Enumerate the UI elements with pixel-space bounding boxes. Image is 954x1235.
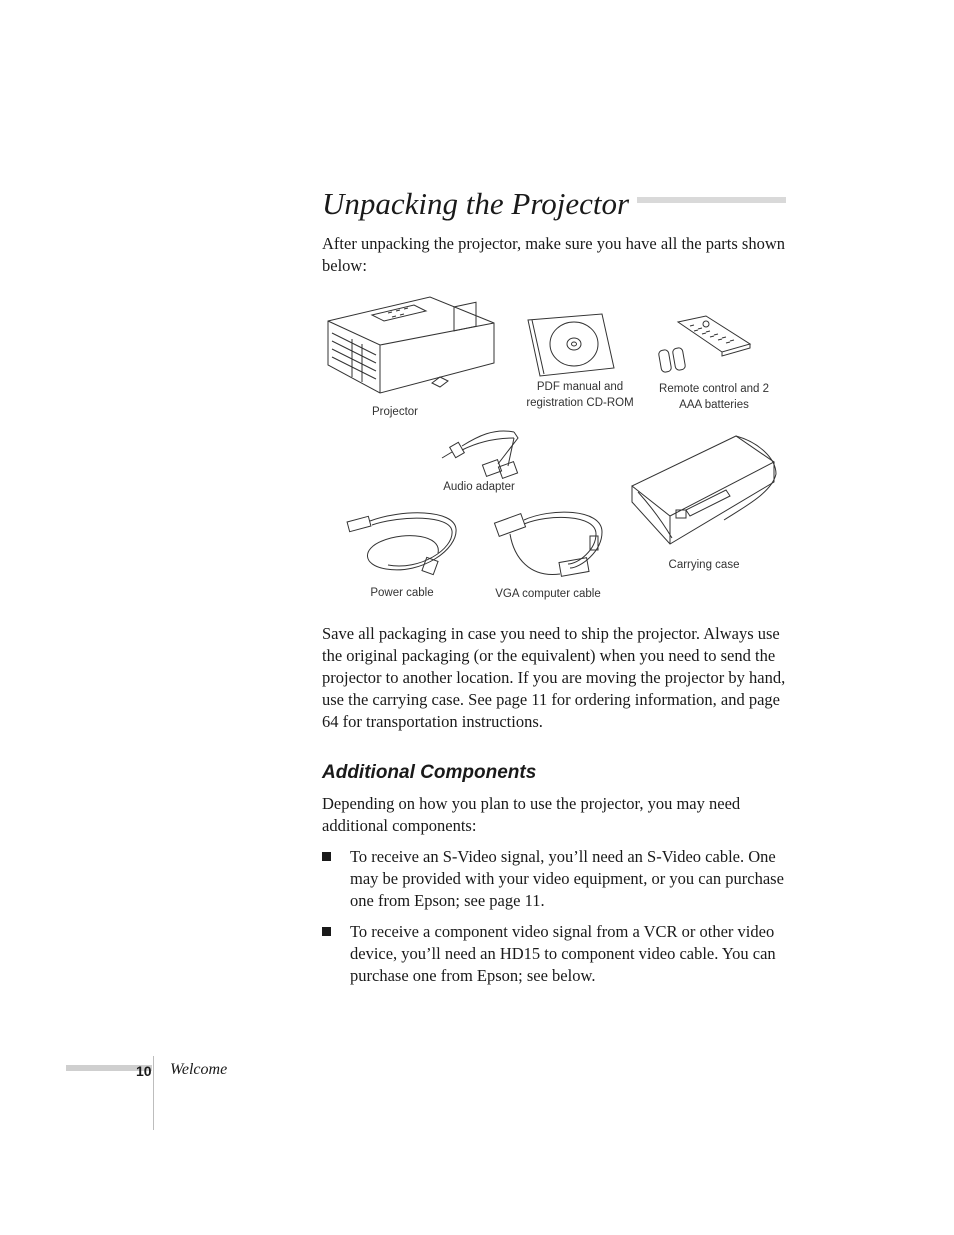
caption-power: Power cable <box>370 587 434 599</box>
save-packaging-paragraph: Save all packaging in case you need to ship the projector. Always use the original packaging (or the equivalent) when you need to send the projector to another location. If you are moving the projector by hand, use the carrying case. See page 11 for ordering information, and page 64 for transportation instructions. <box>322 624 786 731</box>
footer-divider <box>153 1056 154 1130</box>
page-number: 10 <box>136 1063 152 1079</box>
bullet-item <box>322 921 788 987</box>
bullet-text: To receive a component video signal from a VCR or other video device, you’ll need an HD15 to component video cable. You can purchase one from Epson; see below. <box>350 922 776 985</box>
bullet-item <box>322 846 788 912</box>
vga-cable-illustration <box>490 508 608 586</box>
cdrom-illustration <box>524 312 616 378</box>
audio-adapter-illustration <box>438 424 522 484</box>
additional-intro-paragraph: Depending on how you plan to use the projector, you may need additional components: <box>322 794 741 835</box>
bullet-square-icon <box>322 927 331 936</box>
bullet-text: To receive an S-Video signal, you’ll need an S-Video cable. One may be provided with your video equipment, or you can purchase one from Epson; see page 11. <box>350 847 784 910</box>
projector-illustration <box>322 293 500 397</box>
caption-projector: Projector <box>371 406 419 418</box>
page-title: Unpacking the Projector <box>322 186 637 222</box>
remote-illustration <box>656 314 754 376</box>
carrying-case-illustration <box>626 432 780 554</box>
intro-paragraph: After unpacking the projector, make sure you have all the parts shown below: <box>322 234 786 275</box>
caption-remote: Remote control and 2 AAA batteries <box>659 383 769 411</box>
power-cable-illustration <box>342 505 462 583</box>
caption-audio: Audio adapter <box>443 481 515 493</box>
caption-case: Carrying case <box>668 559 740 571</box>
additional-components-heading: Additional Components <box>322 762 537 783</box>
bullet-square-icon <box>322 852 331 861</box>
caption-vga: VGA computer cable <box>495 588 601 600</box>
caption-cdrom: PDF manual and registration CD-ROM <box>526 381 634 409</box>
section-name: Welcome <box>170 1061 228 1078</box>
